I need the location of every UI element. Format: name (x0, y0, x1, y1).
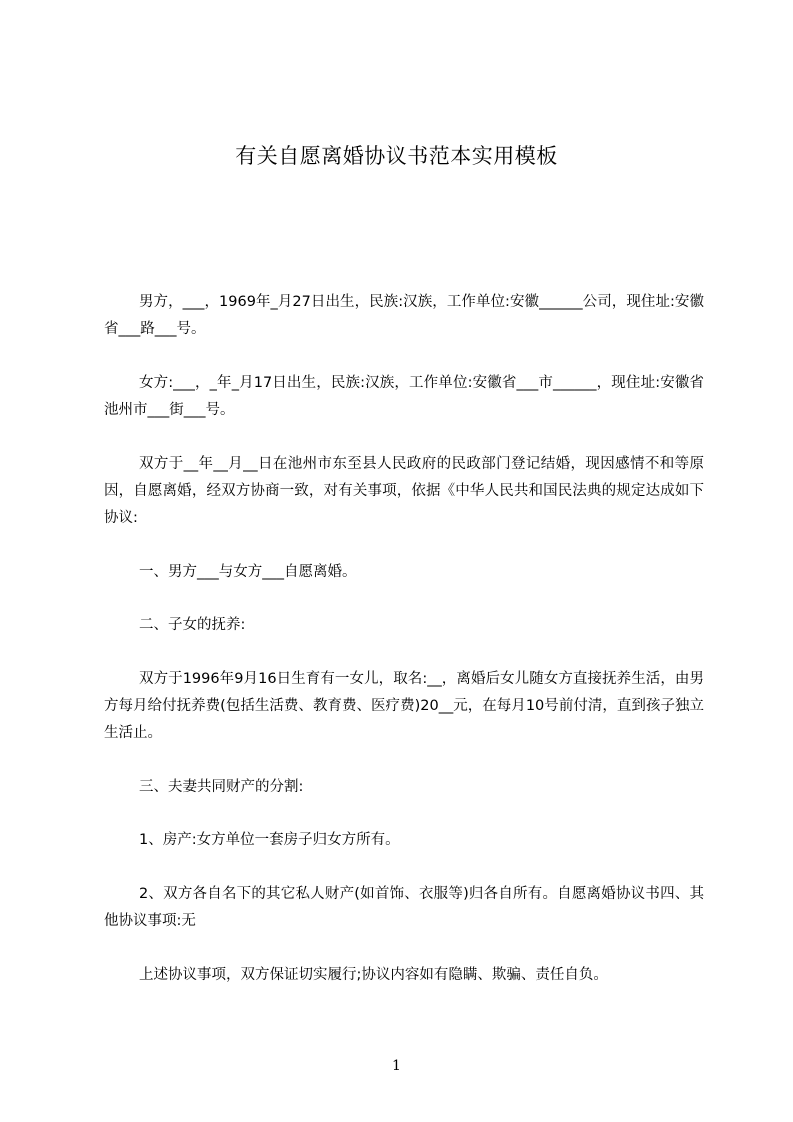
paragraph-clause-divorce: 一、男方___与女方___自愿离婚。 (139, 564, 357, 580)
paragraph-wife-info: 女方:___，_年_月17日出生，民族:汉族，工作单位:安徽省___市______，现住址:安徽省池州市___街___号。 (104, 375, 704, 418)
document-title: 有关自愿离婚协议书范本实用模板 (235, 144, 558, 168)
paragraph-property-personal: 2、双方各自名下的其它私人财产(如首饰、衣服等)归各自所有。自愿离婚协议书四、其他协议事项:无 (104, 886, 704, 929)
page-number: 1 (392, 1058, 401, 1074)
paragraph-clause-property-heading: 三、夫妻共同财产的分割: (139, 779, 304, 795)
paragraph-performance-guarantee: 上述协议事项，双方保证切实履行;协议内容如有隐瞒、欺骗、责任自负。 (139, 967, 608, 983)
paragraph-husband-info: 男方，___，1969年_月27日出生，民族:汉族，工作单位:安徽______公司，现住址:安徽省___路___号。 (104, 294, 704, 337)
paragraph-child-support: 双方于1996年9月16日生育有一女儿，取名:__，离婚后女儿随女方直接抚养生活，由男方每月给付抚养费(包括生活费、教育费、医疗费)20__元，在每月10号前付清，直到孩子独立生活止。 (104, 671, 704, 741)
paragraph-property-house: 1、房产:女方单位一套房子归女方所有。 (139, 832, 400, 848)
paragraph-marriage-background: 双方于__年__月__日在池州市东至县人民政府的民政部门登记结婚，现因感情不和等原因，自愿离婚，经双方协商一致，对有关事项，依据《中华人民共和国民法典的规定达成如下协议: (104, 456, 704, 526)
paragraph-clause-child-heading: 二、子女的抚养: (139, 617, 246, 633)
